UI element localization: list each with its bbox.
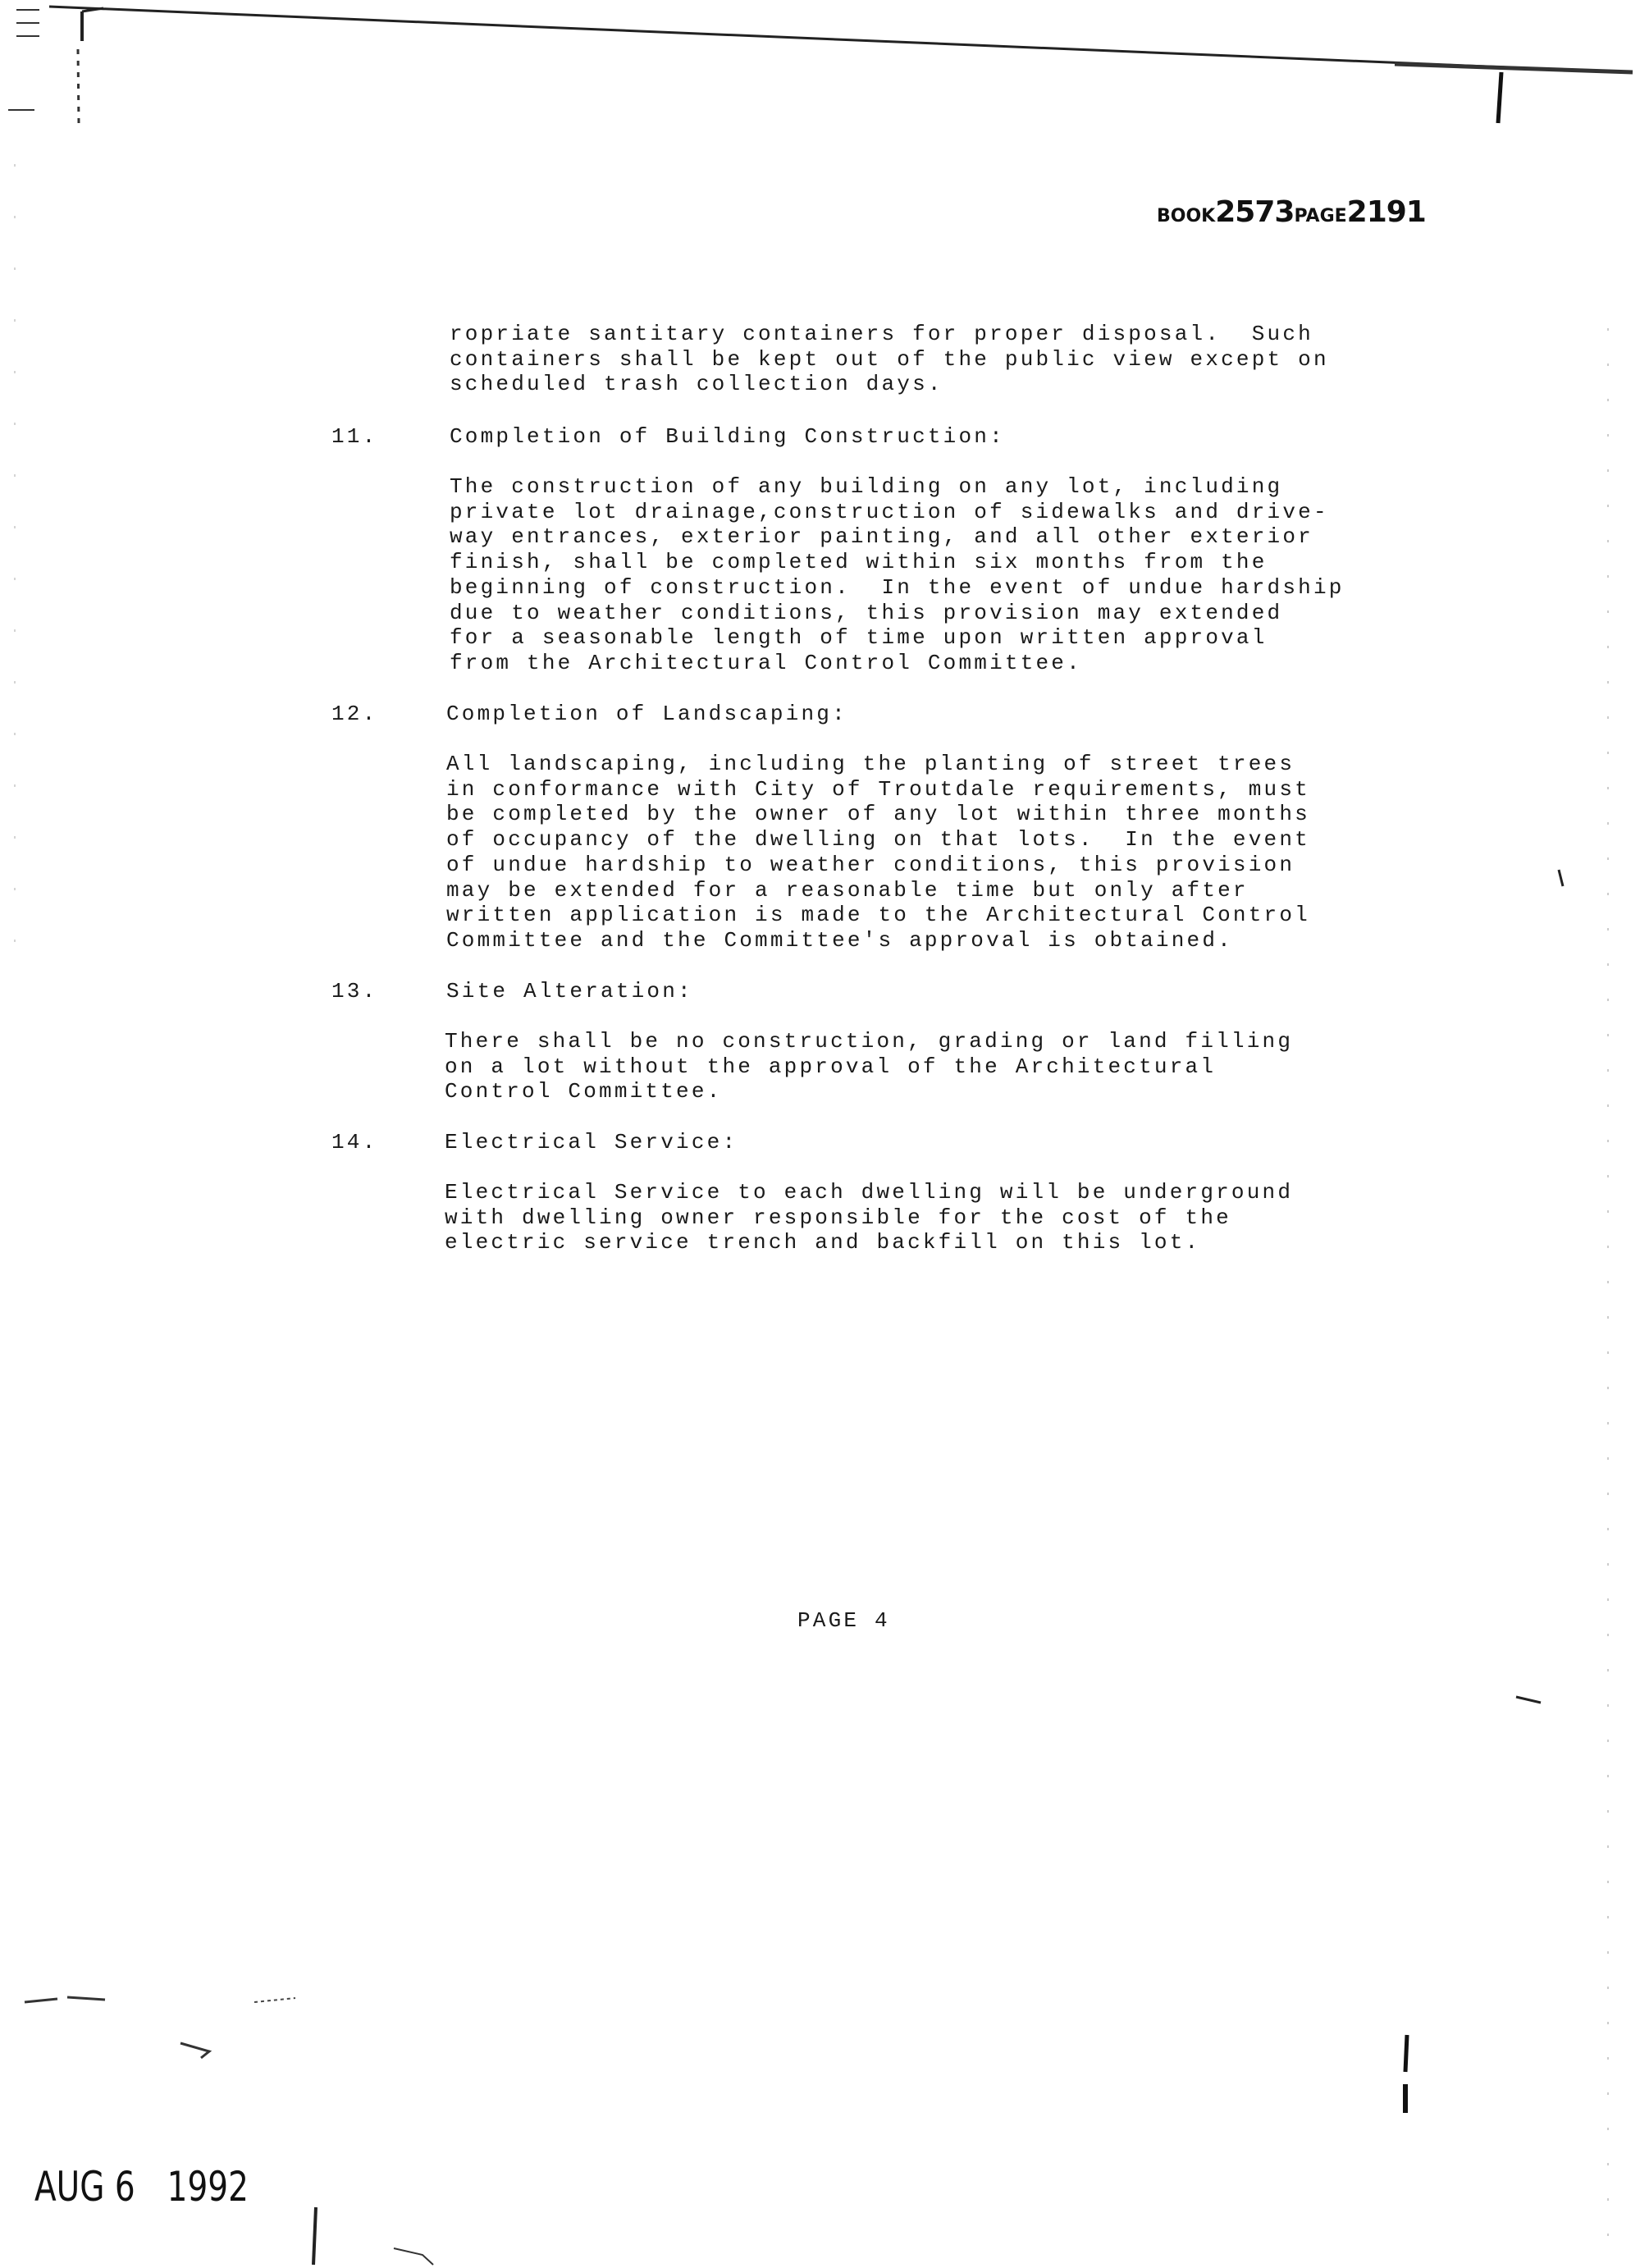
text-line: in conformance with City of Troutdale requirements, must [446,776,1310,802]
text-line: Committee and the Committee's approval is obtained. [446,927,1233,953]
text-line: scheduled trash collection days. [450,372,943,397]
book-label: BOOK [1157,206,1216,226]
intro-paragraph [450,322,1329,397]
text-line: finish, shall be completed within six months from the [450,550,1268,575]
book-page-reference [1157,195,1426,229]
section-body-12 [446,752,1310,953]
text-line: private lot drainage,construction of sidewalks and drive- [450,499,1329,524]
text-line: The construction of any building on any lot, including [450,474,1283,499]
section-number-14: 14. [331,1130,378,1155]
page-footer-number: PAGE 4 [797,1608,890,1633]
text-line: on a lot without the approval of the Architectural [445,1054,1217,1079]
page-reference-number: 2191 [1346,195,1426,229]
text-line: containers shall be kept out of the public view except on [450,346,1329,372]
text-line: of occupancy of the dwelling on that lots. In the event [446,827,1310,853]
text-line: may be extended for a reasonable time but only after [446,877,1249,903]
text-line: written application is made to the Architectural Control [446,903,1310,928]
text-line: ropriate santitary containers for proper disposal. Such [450,322,1313,346]
section-number-12: 12. [331,702,378,726]
page-label: PAGE [1294,206,1347,226]
stamp-year: 1992 [167,2163,249,2211]
section-heading-13: Site Alteration: [446,979,693,1004]
text-line: with dwelling owner responsible for the cost of the [445,1205,1231,1230]
date-stamp [34,2163,249,2211]
section-body-14 [445,1180,1293,1255]
text-line: There shall be no construction, grading or land filling [445,1029,1294,1054]
text-line: for a seasonable length of time upon written approval [450,625,1268,651]
section-body-11 [450,474,1345,676]
section-heading-14: Electrical Service: [445,1130,738,1155]
section-body-13 [445,1029,1293,1104]
text-line: electric service trench and backfill on this lot. [445,1230,1201,1255]
section-heading-11: Completion of Building Construction: [450,424,1005,449]
book-number: 2573 [1215,195,1295,229]
section-number-11: 11. [331,424,378,449]
text-line: of undue hardship to weather conditions, this provision [446,852,1295,877]
section-number-13: 13. [331,979,378,1004]
text-line: All landscaping, including the planting of street trees [446,752,1295,776]
text-line: due to weather conditions, this provision may extended [450,600,1283,625]
text-line: Control Committee. [445,1079,723,1104]
text-line: from the Architectural Control Committee. [450,650,1082,675]
text-line: way entrances, exterior painting, and all other exterior [450,524,1313,550]
section-heading-12: Completion of Landscaping: [446,702,847,726]
text-line: Electrical Service to each dwelling will be underground [445,1180,1294,1205]
text-line: be completed by the owner of any lot within three months [446,802,1310,827]
stamp-month-day: AUG 6 [34,2163,135,2211]
text-line: beginning of construction. In the event of undue hardship [450,574,1345,600]
